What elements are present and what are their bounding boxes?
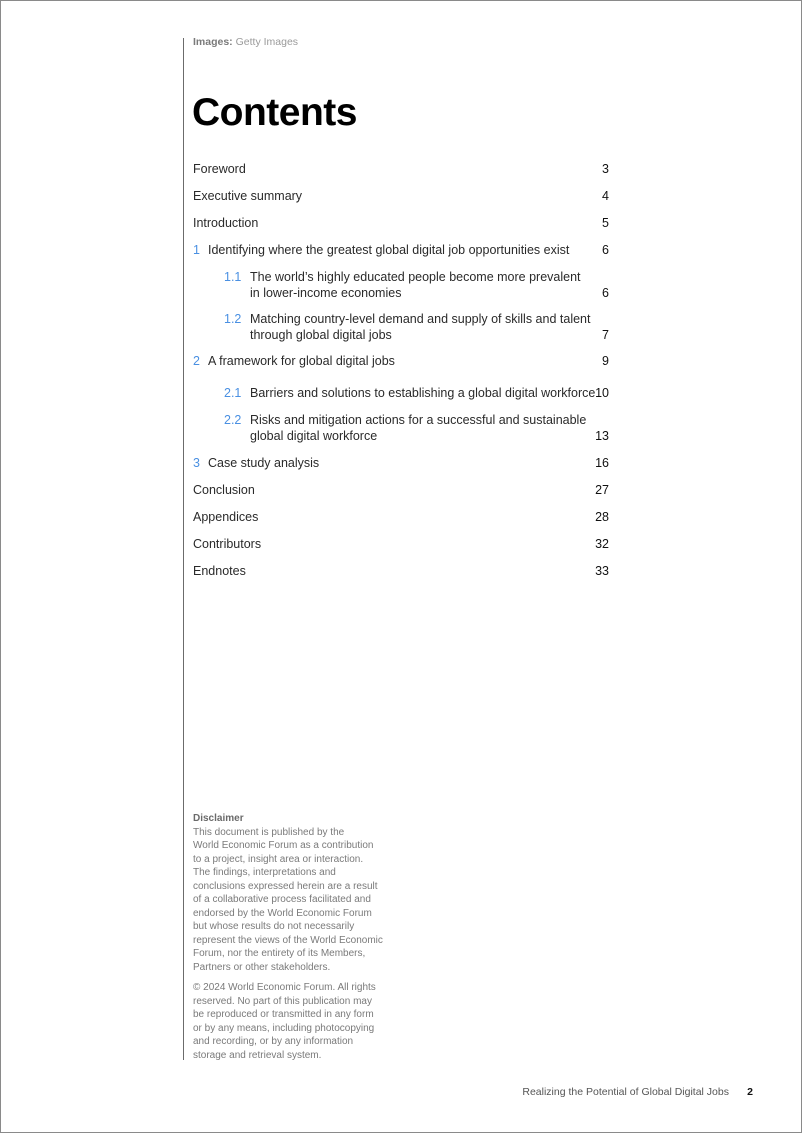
credit-label: Images:: [193, 36, 233, 48]
toc-section-number: 2: [193, 354, 200, 368]
toc-item-label: Contributors: [193, 537, 262, 551]
copyright-line: © 2024 World Economic Forum. All rights: [193, 982, 376, 993]
toc-item-introduction[interactable]: [193, 216, 609, 232]
toc-page-number: 5: [602, 216, 609, 230]
toc-page-number: 9: [602, 354, 609, 368]
toc-item-label: A framework for global digital jobs: [208, 354, 395, 368]
toc-section-number: 2.2: [224, 413, 242, 427]
copyright-line: storage and retrieval system.: [193, 1049, 322, 1061]
copyright-line: be reproduced or transmitted in any form: [193, 1009, 374, 1020]
toc-item-section-1-1[interactable]: [193, 270, 609, 302]
toc-item-section-2-2[interactable]: [193, 413, 609, 445]
toc-item-chapter-3[interactable]: [193, 456, 609, 472]
toc-section-number: 1.1: [224, 270, 242, 284]
disclaimer-title: Disclaimer: [193, 813, 244, 824]
toc-item-conclusion[interactable]: [193, 483, 609, 499]
disclaimer-line: represent the views of the World Economic: [193, 934, 383, 946]
toc-section-number: 3: [193, 456, 200, 470]
image-credit: [193, 36, 298, 48]
footer-page-number: 2: [747, 1086, 753, 1098]
toc-section-number: 1.2: [224, 312, 242, 326]
toc-section-number: 1: [193, 243, 200, 257]
toc-page-number: 6: [602, 285, 609, 300]
toc-item-label-line2: in lower-income economies: [250, 285, 402, 300]
credit-value: Getty Images: [235, 36, 299, 48]
toc-section-number: 2.1: [224, 386, 242, 400]
toc-item-label: Introduction: [193, 216, 259, 230]
toc-page-number: 13: [595, 428, 609, 443]
copyright-line: and recording, or by any information: [193, 1036, 354, 1047]
toc-item-contributors[interactable]: [193, 537, 609, 553]
toc-page-number: 27: [595, 483, 609, 497]
toc-page-number: 4: [602, 189, 609, 203]
toc-page-number: 33: [595, 564, 609, 578]
toc-page-number: 6: [602, 243, 609, 257]
toc-page-number: 32: [595, 537, 609, 551]
vertical-rule: [183, 38, 184, 1060]
toc-item-section-2-1[interactable]: [193, 386, 609, 402]
disclaimer-line: Partners or other stakeholders.: [193, 961, 331, 973]
toc-page-number: 7: [602, 327, 609, 342]
toc-item-executive-summary[interactable]: [193, 189, 609, 205]
copyright-line: or by any means, including photocopying: [193, 1022, 375, 1034]
disclaimer-line: of a collaborative process facilitated and: [193, 894, 371, 905]
toc-item-appendices[interactable]: [193, 510, 609, 526]
toc-item-label-line1: Matching country-level demand and supply of skills and talent: [250, 312, 591, 326]
disclaimer-line: The findings, interpretations and: [193, 867, 336, 878]
toc-item-label: Barriers and solutions to establishing a global digital workforce: [250, 386, 596, 400]
toc-item-label: Conclusion: [193, 483, 255, 497]
toc-page-number: 3: [602, 162, 609, 176]
disclaimer-paragraph-1: [193, 826, 393, 975]
toc-page-number: 10: [595, 386, 609, 400]
toc-item-section-1-2[interactable]: [193, 312, 609, 344]
disclaimer-line: This document is published by the: [193, 826, 345, 838]
copyright-line: reserved. No part of this publication may: [193, 995, 372, 1007]
copyright-paragraph: [193, 981, 393, 1062]
toc-page-number: 16: [595, 456, 609, 470]
footer-report-title: Realizing the Potential of Global Digital Jobs: [522, 1086, 729, 1098]
toc-item-label: Executive summary: [193, 189, 303, 203]
toc-item-label-line2: through global digital jobs: [250, 327, 392, 342]
disclaimer-line: World Economic Forum as a contribution: [193, 840, 374, 851]
toc-item-foreword[interactable]: [193, 162, 609, 178]
toc-item-chapter-2[interactable]: [193, 354, 609, 370]
toc-item-endnotes[interactable]: [193, 564, 609, 580]
page-title: Contents: [192, 91, 357, 134]
disclaimer-line: to a project, insight area or interaction.: [193, 853, 364, 865]
disclaimer-line: conclusions expressed herein are a result: [193, 880, 378, 892]
toc-item-label: Foreword: [193, 162, 246, 176]
disclaimer: [193, 812, 393, 1069]
toc-item-label: Appendices: [193, 510, 259, 524]
toc-item-label-line1: The world’s highly educated people become more prevalent: [250, 270, 581, 284]
toc-item-chapter-1[interactable]: [193, 243, 609, 259]
toc-item-label: Case study analysis: [208, 456, 320, 470]
toc-page-number: 28: [595, 510, 609, 524]
toc-item-label-line1: Risks and mitigation actions for a successful and sustainable: [250, 413, 587, 427]
toc-item-label: Endnotes: [193, 564, 246, 578]
toc-item-label: Identifying where the greatest global digital job opportunities exist: [208, 243, 570, 257]
disclaimer-line: endorsed by the World Economic Forum: [193, 907, 372, 919]
disclaimer-line: Forum, nor the entirety of its Members,: [193, 948, 366, 959]
disclaimer-line: but whose results do not necessarily: [193, 921, 355, 932]
toc-item-label-line2: global digital workforce: [250, 428, 378, 443]
